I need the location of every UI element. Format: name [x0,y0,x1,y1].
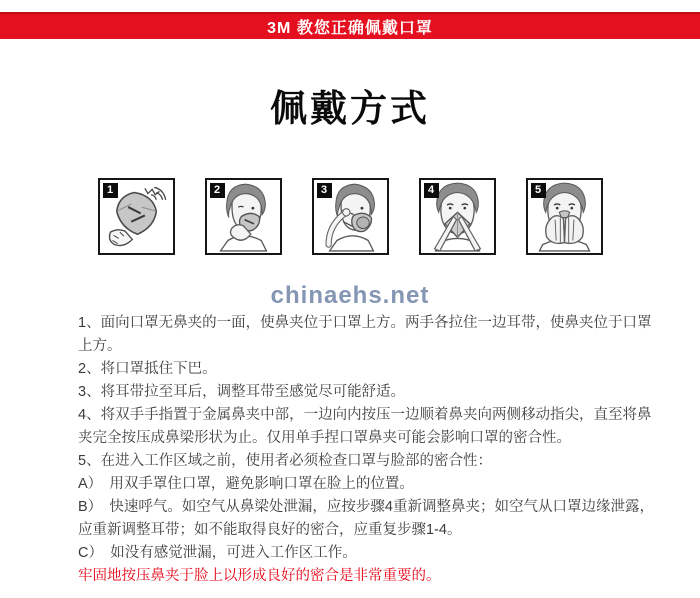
instruction-line-2: 2、将口罩抵住下巴。 [78,361,217,377]
instruction-line-3: 3、将耳带拉至耳后，调整耳带至感觉尽可能舒适。 [78,384,406,400]
step-box-2 [205,178,282,255]
instruction-line-a: A） 用双手罩住口罩，避免影响口罩在脸上的位置。 [78,476,414,492]
step-number-badge: 5 [531,183,546,198]
instruction-line-c: C） 如没有感觉泄漏，可进入工作区工作。 [78,545,357,561]
instruction-line-4: 4、将双手手指置于金属鼻夹中部，一边向内按压一边顺着鼻夹向两侧移动指尖，直至将鼻夹完全按压成鼻梁形状为止。仅用单手捏口罩鼻夹可能会影响口罩的密合性。 [78,407,652,446]
watermark: chinaehs.net [270,282,430,309]
instructions-block [78,312,662,588]
step-box-3 [312,178,389,255]
step-box-1 [98,178,175,255]
step-box-5 [526,178,603,255]
steps-row [0,178,700,255]
header-title: 3M 教您正确佩戴口罩 [267,20,433,37]
warning-text: 牢固地按压鼻夹于脸上以形成良好的密合是非常重要的。 [78,568,441,584]
instruction-line-5: 5、在进入工作区域之前，使用者必须检查口罩与脸部的密合性： [78,453,493,469]
step-number-badge: 1 [103,183,118,198]
instruction-line-b: B） 快速呼气。如空气从鼻梁处泄漏，应按步骤4重新调整鼻夹；如空气从口罩边缘泄露，应重新调整耳带；如不能取得良好的密合，应重复步骤1-4。 [78,499,654,538]
page-title: 佩戴方式 [270,88,430,129]
step-number-badge: 4 [424,183,439,198]
instruction-line-1: 1、面向口罩无鼻夹的一面，使鼻夹位于口罩上方。两手各拉住一边耳带，使鼻夹位于口罩上方。 [78,315,652,354]
header-bar [0,12,700,39]
step-box-4 [419,178,496,255]
step-number-badge: 2 [210,183,225,198]
step-number-badge: 3 [317,183,332,198]
